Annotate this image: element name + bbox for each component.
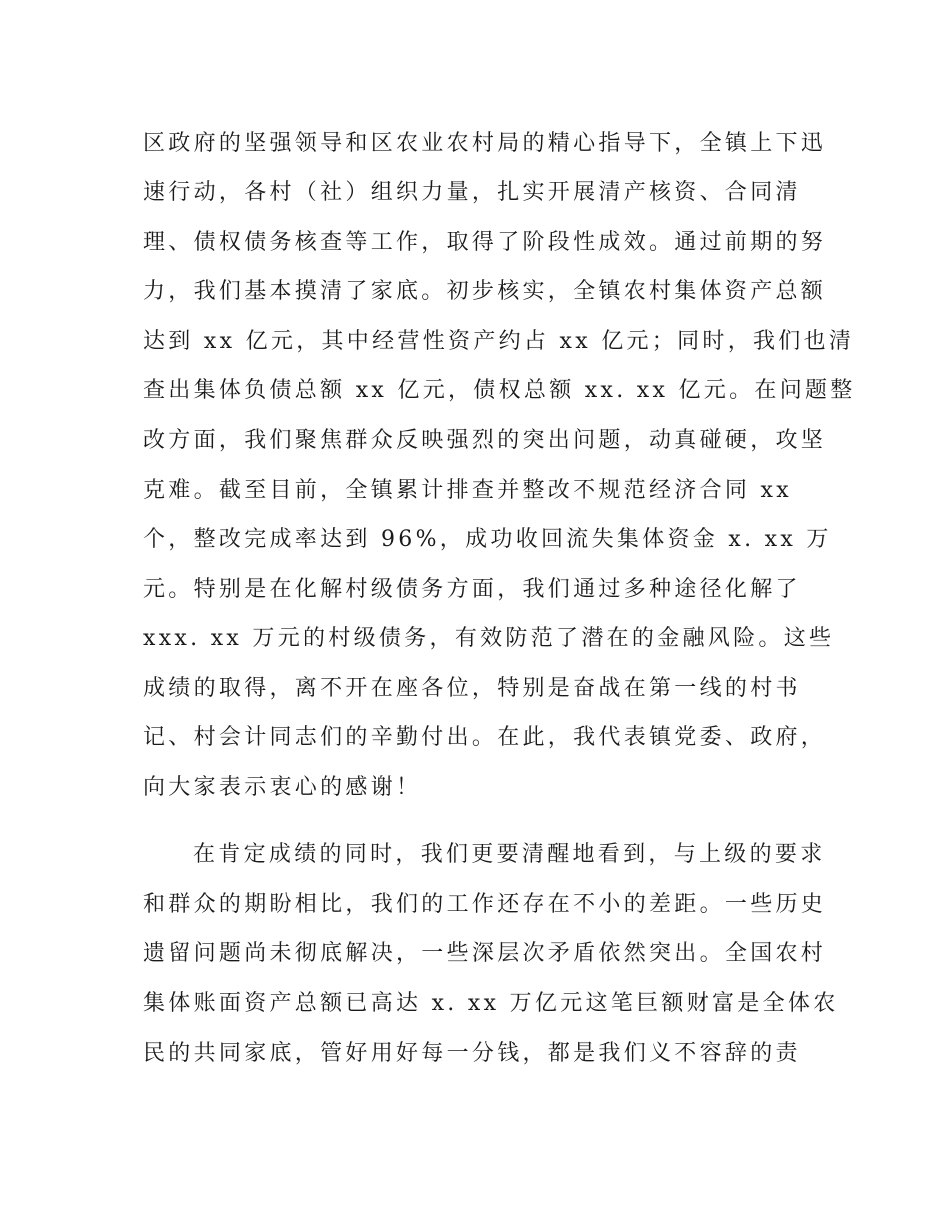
text-line: 在肯定成绩的同时，我们更要清醒地看到，与上级的要求 bbox=[193, 842, 826, 867]
text-line: 查出集体负债总额 xx 亿元，债权总额 xx. xx 亿元。在问题整 bbox=[143, 378, 856, 403]
text-line: 集体账面资产总额已高达 x. xx 万亿元这笔巨额财富是全体农 bbox=[143, 991, 839, 1016]
text-line: 力，我们基本摸清了家底。初步核实，全镇农村集体资产总额 bbox=[143, 279, 827, 304]
text-line: 达到 xx 亿元，其中经营性资产约占 xx 亿元；同时，我们也清 bbox=[143, 329, 855, 354]
text-line: 向大家表示衷心的感谢！ bbox=[143, 775, 422, 800]
text-line: 和群众的期盼相比，我们的工作还存在不小的差距。一些历史 bbox=[143, 892, 827, 917]
text-line: 民的共同家底，管好用好每一分钱，都是我们义不容辞的责 bbox=[143, 1041, 801, 1066]
text-line: 改方面，我们聚焦群众反映强烈的突出问题，动真碰硬，攻坚 bbox=[143, 428, 827, 453]
text-line: xxx. xx 万元的村级债务，有效防范了潜在的金融风险。这些 bbox=[143, 626, 835, 651]
text-line: 个，整改完成率达到 96%，成功收回流失集体资金 x. xx 万 bbox=[143, 527, 832, 552]
text-line: 理、债权债务核查等工作，取得了阶段性成效。通过前期的努 bbox=[143, 230, 827, 255]
text-line: 速行动，各村（社）组织力量，扎实开展清产核资、合同清 bbox=[143, 180, 801, 205]
text-line: 元。特别是在化解村级债务方面，我们通过多种途径化解了 bbox=[143, 577, 801, 602]
text-line: 克难。截至目前，全镇累计排查并整改不规范经济合同 xx bbox=[143, 478, 792, 503]
text-line: 区政府的坚强领导和区农业农村局的精心指导下，全镇上下迅 bbox=[143, 131, 827, 156]
text-line: 遗留问题尚未彻底解决，一些深层次矛盾依然突出。全国农村 bbox=[143, 941, 827, 966]
text-line: 记、村会计同志们的辛勤付出。在此，我代表镇党委、政府， bbox=[143, 725, 827, 750]
text-line: 成绩的取得，离不开在座各位，特别是奋战在第一线的村书 bbox=[143, 676, 801, 701]
